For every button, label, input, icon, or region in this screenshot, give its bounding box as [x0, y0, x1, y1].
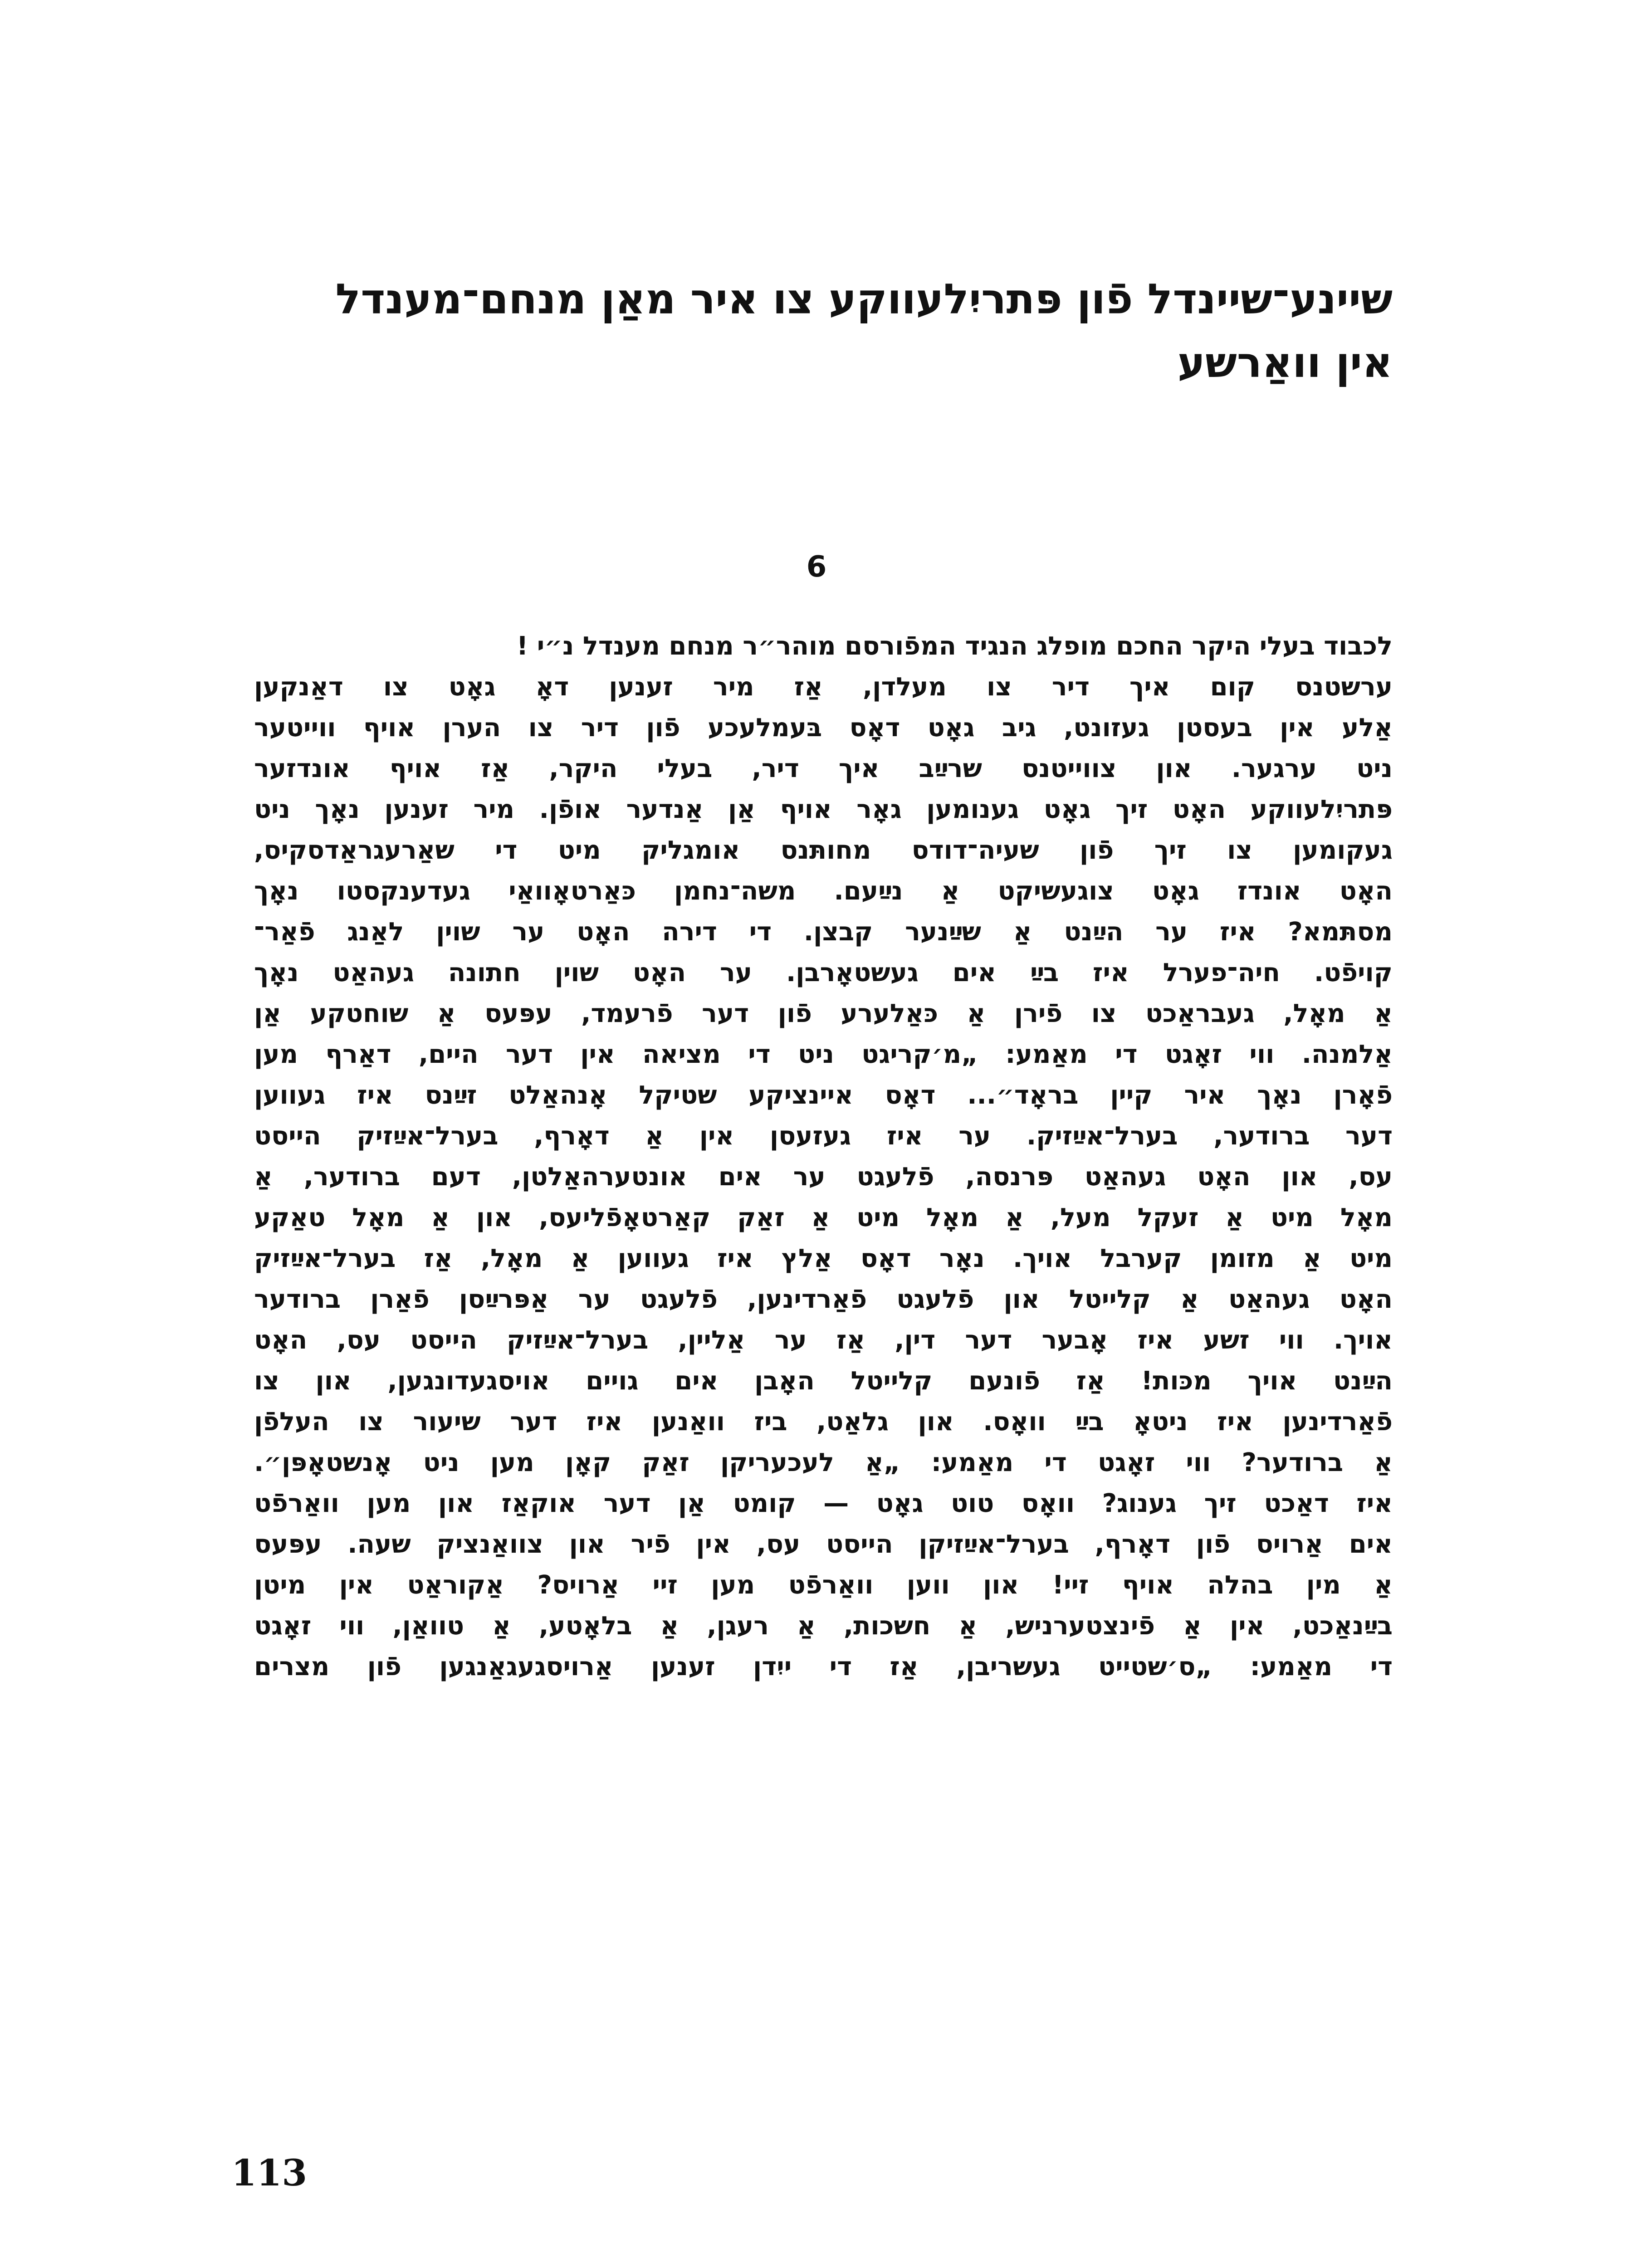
text-line: די מאַמע: „ס׳שטייט געשריבן, אַז די ייִדן זענען אַרויסגעגאַנגען פֿון מצרים [254, 1652, 1393, 1681]
text-line: קויפֿט. חיה־פערל איז בײַ אים געשטאָרבן. ער האָט שוין חתונה געהאַט נאָך [254, 958, 1393, 987]
text-line: געקומען צו זיך פֿון שעיה־דודס מחותּנס אומגליק מיט די שאַרעגראַדסקיס, [254, 836, 1393, 865]
text-line: אויך. ווי זשע איז אָבער דער דין, אַז ער אַליין, בערל־אײַזיק הייסט עס, האָט [254, 1325, 1393, 1355]
text-line: פּתריִלעווקע האָט זיך גאָט גענומען גאָר אויף אַן אַנדער אופֿן. מיר זענען נאָך ניט [254, 795, 1393, 824]
text-line: ניט ערגער. און צווייטנס שרײַב איך דיר, בעלי היקר, אַז אויף אונדזער [254, 754, 1393, 783]
text-line: האָט אונדז גאָט צוגעשיקט אַ נײַעם. משה־נחמן כּאַרטאָוואַי געדענקסטו נאָך [254, 876, 1393, 906]
text-line: פֿאַרדינען איז ניטאָ בײַ וואָס. און גלאַט, ביז וואַנען איז דער שיעור צו העלפֿן [254, 1407, 1393, 1437]
text-line: פֿאָרן נאָך איר קיין בראָד״... דאָס איינציקע שטיקל אָנהאַלט זײַנס איז געווען [254, 1080, 1393, 1110]
text-line: אַ מין בהלה אויף זיי! און ווען וואַרפֿט מען זיי אַרויס? אַקוראַט אין מיטן [254, 1570, 1393, 1600]
chapter-title-line-1: שיינע־שיינדל פֿון פּתריִלעווקע צו איר מאַן מנחם־מענדל [335, 275, 1393, 323]
text-line: דער ברודער, בערל־אײַזיק. ער איז געזעסן אין אַ דאָרף, בערל־אײַזיק הייסט [254, 1121, 1393, 1151]
text-line: מאָל מיט אַ זעקל מעל, אַ מאָל מיט אַ זאַק קאַרטאָפֿליעס, און אַ מאָל טאַקע [254, 1203, 1393, 1232]
text-line: מסתּמא? איז ער הײַנט אַ שײַנער קבצן. די דירה האָט ער שוין לאַנג פֿאַר־ [254, 917, 1393, 947]
text-line: אים אַרויס פֿון דאָרף, בערל־אײַזיקן הייסט עס, אין פֿיר און צוואַנציק שעה. עפּעס [254, 1530, 1393, 1559]
chapter-title-line-2: אין וואַרשע [1177, 338, 1393, 387]
text-line: בײַנאַכט, אין אַ פֿינצטערניש, אַ חשכות, אַ רעגן, אַ בלאָטע, אַ טוואַן, ווי זאָגט [254, 1611, 1393, 1641]
text-line: הײַנט אויך מכּות! אַז פֿונעם קלייטל האָבן אים גויים אויסגעדונגען, און צו [254, 1366, 1393, 1396]
text-line: לכבוד בעלי היקר החכם מופלג הנגיד המפֿורסם מוהר״ר מנחם מענדל נ״י ! [516, 631, 1393, 661]
letter-number: 6 [806, 550, 827, 584]
text-line: ערשטנס קום איך דיר צו מעלדן, אַז מיר זענען דאָ גאָט צו דאַנקען [254, 672, 1393, 702]
text-line: אַ ברודער? ווי זאָגט די מאַמע: „אַ לעכעריקן זאַק קאָן מען ניט אָנשטאָפּן״. [254, 1448, 1393, 1477]
page-number: 113 [231, 2151, 307, 2194]
text-line: מיט אַ מזומן קערבל אויך. נאָר דאָס אַלץ איז געווען אַ מאָל, אַז בערל־אײַזיק [254, 1244, 1393, 1273]
text-line: עס, און האָט געהאַט פּרנסה, פֿלעגט ער אים אונטערהאַלטן, דעם ברודער, אַ [254, 1162, 1393, 1192]
text-line: אַלמנה. ווי זאָגט די מאַמע: „מ׳קריגט ניט די מציאה אין דער היים, דאַרף מען [254, 1040, 1393, 1069]
text-line: האָט געהאַט אַ קלייטל און פֿלעגט פֿאַרדינען, פֿלעגט ער אַפּרײַסן פֿאַרן ברודער [254, 1285, 1393, 1314]
text-line: אַלע אין בעסטן געזונט, גיב גאָט דאָס בּעמלעכע פֿון דיר צו הערן אויף ווייטער [254, 713, 1393, 743]
text-line: איז דאַכט זיך גענוג? וואָס טוט גאָט — קומט אַן דער אוקאַז און מען וואַרפֿט [254, 1489, 1393, 1518]
text-line: אַ מאָל, געבראַכט צו פֿירן אַ כּאַלערע פֿון דער פֿרעמד, עפּעס אַ שוחטקע אַן [254, 999, 1393, 1028]
letter-body [254, 626, 1393, 1687]
